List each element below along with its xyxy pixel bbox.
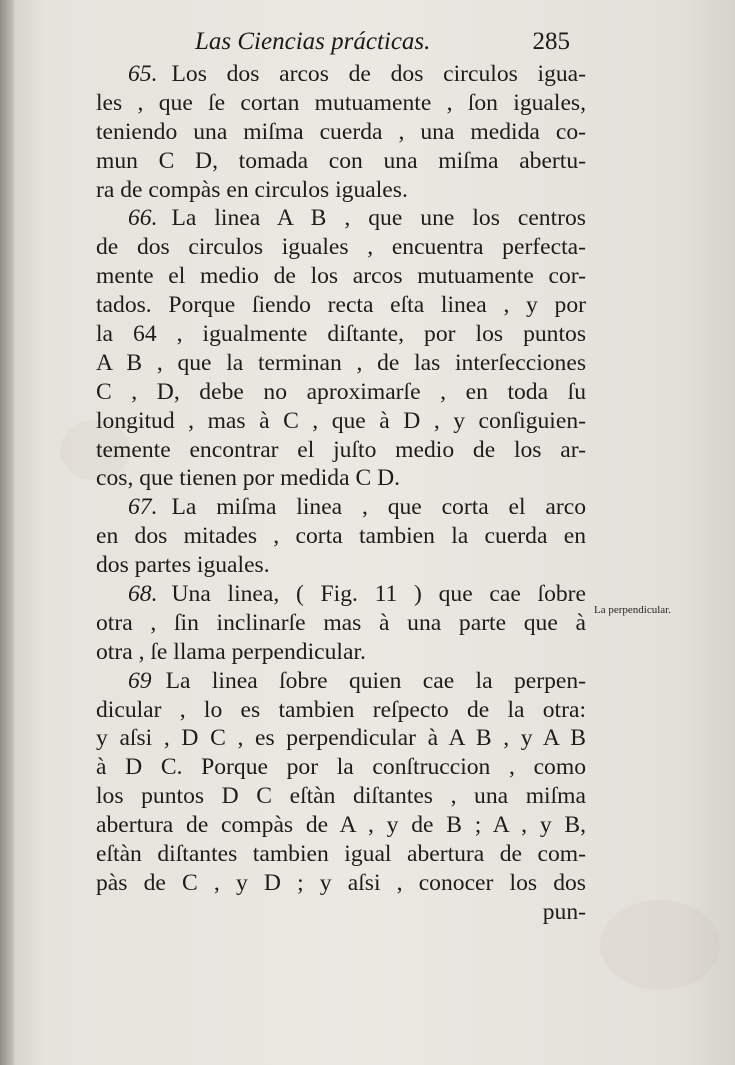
text-line [96,724,586,753]
text-line [96,522,586,551]
line-text: en dos mitades , corta tambien la cuerda en [96,523,586,550]
text-line [96,840,586,869]
line-text: Una linea, ( Fig. 11 ) que cae ſobre [171,581,586,608]
line-text: los puntos D C eſtàn diſtantes , una miſma [96,783,586,810]
text-line [96,580,586,609]
text-line [96,262,586,291]
text-line [96,436,586,465]
line-text: otra , ſe llama perpendicular. [96,638,366,665]
text-line [96,89,586,118]
body-text [96,60,586,927]
line-text: pàs de C , y D ; y aſsi , conocer los dos [96,869,586,896]
running-title: Las Ciencias prácticas. [195,28,431,55]
text-line [96,782,586,811]
line-text: ra de compàs en circulos iguales. [96,176,408,203]
text-line [96,551,586,580]
text-line [96,60,586,89]
margin-note: La perpendicular. [594,604,671,616]
text-line [96,493,586,522]
text-line [96,349,586,378]
line-text: abertura de compàs de A , y de B ; A , y B, [96,812,586,839]
text-line [96,609,586,638]
paragraph-number: 69 [128,667,152,694]
line-text: cos, que tienen por medida C D. [96,465,401,492]
catchword: pun- [542,898,586,925]
running-header [195,28,585,64]
line-text: La linea ſobre quien cae la perpen- [165,667,586,694]
line-text: dicular , lo es tambien reſpecto de la otra: [96,696,586,723]
line-text: la 64 , igualmente diſtante, por los puntos [96,321,586,348]
line-text: teniendo una miſma cuerda , una medida co- [96,118,586,145]
paragraph-number: 68. [128,581,158,608]
text-line [96,869,586,898]
text-line [96,753,586,782]
line-text: à D C. Porque por la conſtruccion , como [96,754,586,781]
text-line [96,464,586,493]
line-text: temente encontrar el juſto medio de los ar- [96,436,586,463]
line-text: Los dos arcos de dos circulos igua- [171,61,586,87]
line-text: La linea A B , que une los centros [171,205,586,232]
line-text: tados. Porque ſiendo recta eſta linea , y por [96,292,586,319]
line-text: dos partes iguales. [96,552,270,579]
paper-stain [600,900,720,990]
line-text: longitud , mas à C , que à D , y conſiguien- [96,407,586,434]
line-text: C , D, debe no aproximarſe , en toda ſu [96,378,586,405]
text-line [96,320,586,349]
line-text: La miſma linea , que corta el arco [171,494,586,521]
line-text: A B , que la terminan , de las interſecciones [96,349,586,376]
text-line [96,667,586,696]
page-gutter-shadow [0,0,14,1065]
text-line [96,176,586,205]
line-text: les , que ſe cortan mutuamente , ſon iguales, [96,89,586,116]
line-text: otra , ſin inclinarſe mas à una parte que à [96,609,586,636]
line-text: mente el medio de los arcos mutuamente cor- [96,263,586,290]
text-line [96,407,586,436]
page-number: 285 [532,28,570,55]
text-line [96,233,586,262]
line-text: de dos circulos iguales , encuentra perfecta- [96,234,586,261]
text-line [96,696,586,725]
paragraph-number: 65. [128,61,158,87]
line-text: mun C D, tomada con una miſma abertu- [96,147,586,174]
text-line [96,118,586,147]
text-line [96,147,586,176]
text-line [96,204,586,233]
text-line [96,378,586,407]
line-text: eſtàn diſtantes tambien igual abertura de com- [96,841,586,868]
text-line [96,811,586,840]
text-line [96,638,586,667]
paragraph-number: 67. [128,494,158,521]
paragraph-number: 66. [128,205,158,232]
text-line [96,291,586,320]
line-text: y aſsi , D C , es perpendicular à A B , y A B [96,725,586,752]
